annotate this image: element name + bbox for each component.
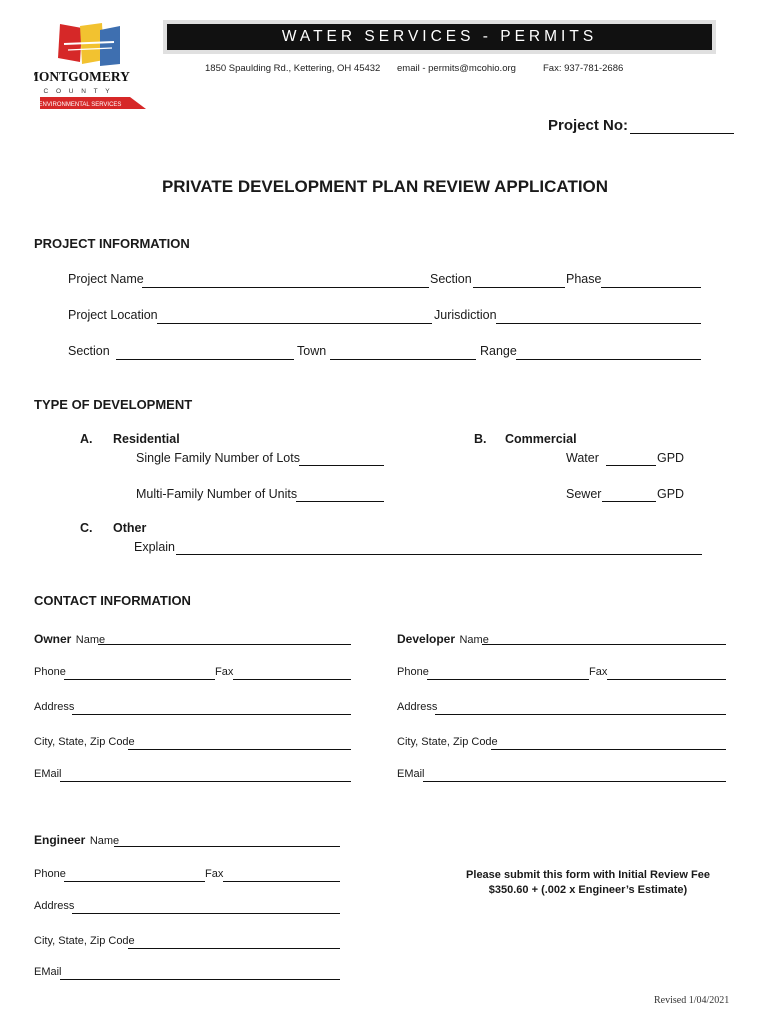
section-survey-line[interactable]: [116, 359, 294, 360]
sewer-gpd-line[interactable]: [602, 501, 656, 502]
multi-family-label: Multi-Family Number of Units: [136, 487, 298, 501]
multi-family-units-line[interactable]: [296, 501, 384, 502]
range-label: Range: [480, 344, 517, 358]
engineer-email-line[interactable]: [60, 979, 340, 980]
svg-text:C O U N T Y: C O U N T Y: [43, 88, 113, 95]
project-location-line[interactable]: [157, 323, 432, 324]
owner-address-line[interactable]: [72, 714, 351, 715]
owner-name-label: Name: [75, 634, 106, 646]
revision-date: Revised 1/04/2021: [654, 995, 730, 1006]
option-b-letter: B.: [474, 432, 487, 446]
owner-fax-label: Fax: [215, 666, 234, 678]
owner-fax-line[interactable]: [233, 679, 351, 680]
engineer-phone-label: Phone: [34, 868, 66, 880]
developer-fax-line[interactable]: [607, 679, 726, 680]
project-number-field[interactable]: [548, 117, 734, 134]
water-gpd-unit: GPD: [657, 451, 685, 465]
jurisdiction-label: Jurisdiction: [434, 308, 497, 322]
water-label: Water: [566, 451, 599, 465]
owner-name-line[interactable]: [98, 644, 351, 645]
project-name-label: Project Name: [68, 272, 144, 286]
developer-city-line[interactable]: [491, 749, 726, 750]
developer-name-line[interactable]: [482, 644, 726, 645]
owner-email-line[interactable]: [60, 781, 351, 782]
other-label: Other: [113, 521, 147, 535]
fee-note-line1: Please submit this form with Initial Review Fee: [466, 869, 710, 881]
owner-city-label: City, State, Zip Code: [34, 736, 135, 748]
option-a-letter: A.: [80, 432, 93, 446]
section-line[interactable]: [473, 287, 565, 288]
explain-line[interactable]: [176, 554, 702, 555]
owner-city-line[interactable]: [128, 749, 351, 750]
section-label: Section: [430, 272, 472, 286]
owner-label: Owner: [34, 632, 72, 646]
banner-title: WATER SERVICES - PERMITS: [167, 24, 712, 50]
developer-city-label: City, State, Zip Code: [397, 736, 498, 748]
owner-address-label: Address: [34, 701, 75, 713]
developer-phone-label: Phone: [397, 666, 429, 678]
project-location-label: Project Location: [68, 308, 158, 322]
owner-name-field: [34, 630, 105, 648]
engineer-name-label: Name: [89, 835, 120, 847]
developer-label: Developer: [397, 632, 456, 646]
developer-phone-line[interactable]: [427, 679, 589, 680]
developer-fax-label: Fax: [589, 666, 608, 678]
fee-note-line2: $350.60 + (.002 x Engineer’s Estimate): [488, 884, 688, 896]
developer-name-field: [397, 630, 489, 648]
office-email: email - permits@mcohio.org: [397, 63, 516, 74]
water-gpd-line[interactable]: [606, 465, 656, 466]
engineer-address-line[interactable]: [72, 913, 340, 914]
project-info-heading: PROJECT INFORMATION: [34, 236, 190, 251]
owner-phone-label: Phone: [34, 666, 66, 678]
montgomery-county-logo: [34, 20, 146, 110]
svg-text:MONTGOMERY: MONTGOMERY: [34, 69, 130, 84]
explain-label: Explain: [134, 540, 175, 554]
section-survey-label: Section: [68, 344, 110, 358]
contact-heading: CONTACT INFORMATION: [34, 593, 191, 608]
project-name-line[interactable]: [142, 287, 429, 288]
engineer-label: Engineer: [34, 833, 86, 847]
engineer-city-label: City, State, Zip Code: [34, 935, 135, 947]
project-number-line[interactable]: [630, 119, 734, 134]
form-title: PRIVATE DEVELOPMENT PLAN REVIEW APPLICATION: [161, 177, 609, 196]
town-label: Town: [297, 344, 327, 358]
sewer-label: Sewer: [566, 487, 602, 501]
engineer-email-label: EMail: [34, 966, 62, 978]
single-family-lots-line[interactable]: [299, 465, 384, 466]
engineer-address-label: Address: [34, 900, 75, 912]
development-heading: TYPE OF DEVELOPMENT: [34, 397, 193, 412]
developer-name-label: Name: [459, 634, 489, 646]
commercial-label: Commercial: [505, 432, 577, 446]
fee-note: [447, 868, 729, 898]
office-fax: Fax: 937-781-2686: [543, 63, 624, 74]
engineer-fax-label: Fax: [205, 868, 224, 880]
engineer-name-field: [34, 831, 119, 849]
header-banner: [163, 20, 716, 54]
project-number-label: Project No:: [548, 117, 629, 134]
engineer-city-line[interactable]: [128, 948, 340, 949]
residential-label: Residential: [113, 432, 180, 446]
office-address: 1850 Spaulding Rd., Kettering, OH 45432: [205, 63, 381, 74]
sewer-gpd-unit: GPD: [657, 487, 685, 501]
developer-email-line[interactable]: [423, 781, 726, 782]
owner-phone-line[interactable]: [64, 679, 215, 680]
single-family-label: Single Family Number of Lots: [136, 451, 300, 465]
svg-text:ENVIRONMENTAL SERVICES: ENVIRONMENTAL SERVICES: [38, 102, 122, 108]
phase-line[interactable]: [601, 287, 701, 288]
town-line[interactable]: [330, 359, 476, 360]
owner-email-label: EMail: [34, 768, 62, 780]
range-line[interactable]: [516, 359, 701, 360]
developer-address-line[interactable]: [435, 714, 726, 715]
phase-label: Phase: [566, 272, 602, 286]
developer-address-label: Address: [397, 701, 438, 713]
option-c-letter: C.: [80, 521, 93, 535]
engineer-fax-line[interactable]: [223, 881, 340, 882]
engineer-phone-line[interactable]: [64, 881, 205, 882]
developer-email-label: EMail: [397, 768, 425, 780]
jurisdiction-line[interactable]: [496, 323, 701, 324]
engineer-name-line[interactable]: [114, 846, 340, 847]
